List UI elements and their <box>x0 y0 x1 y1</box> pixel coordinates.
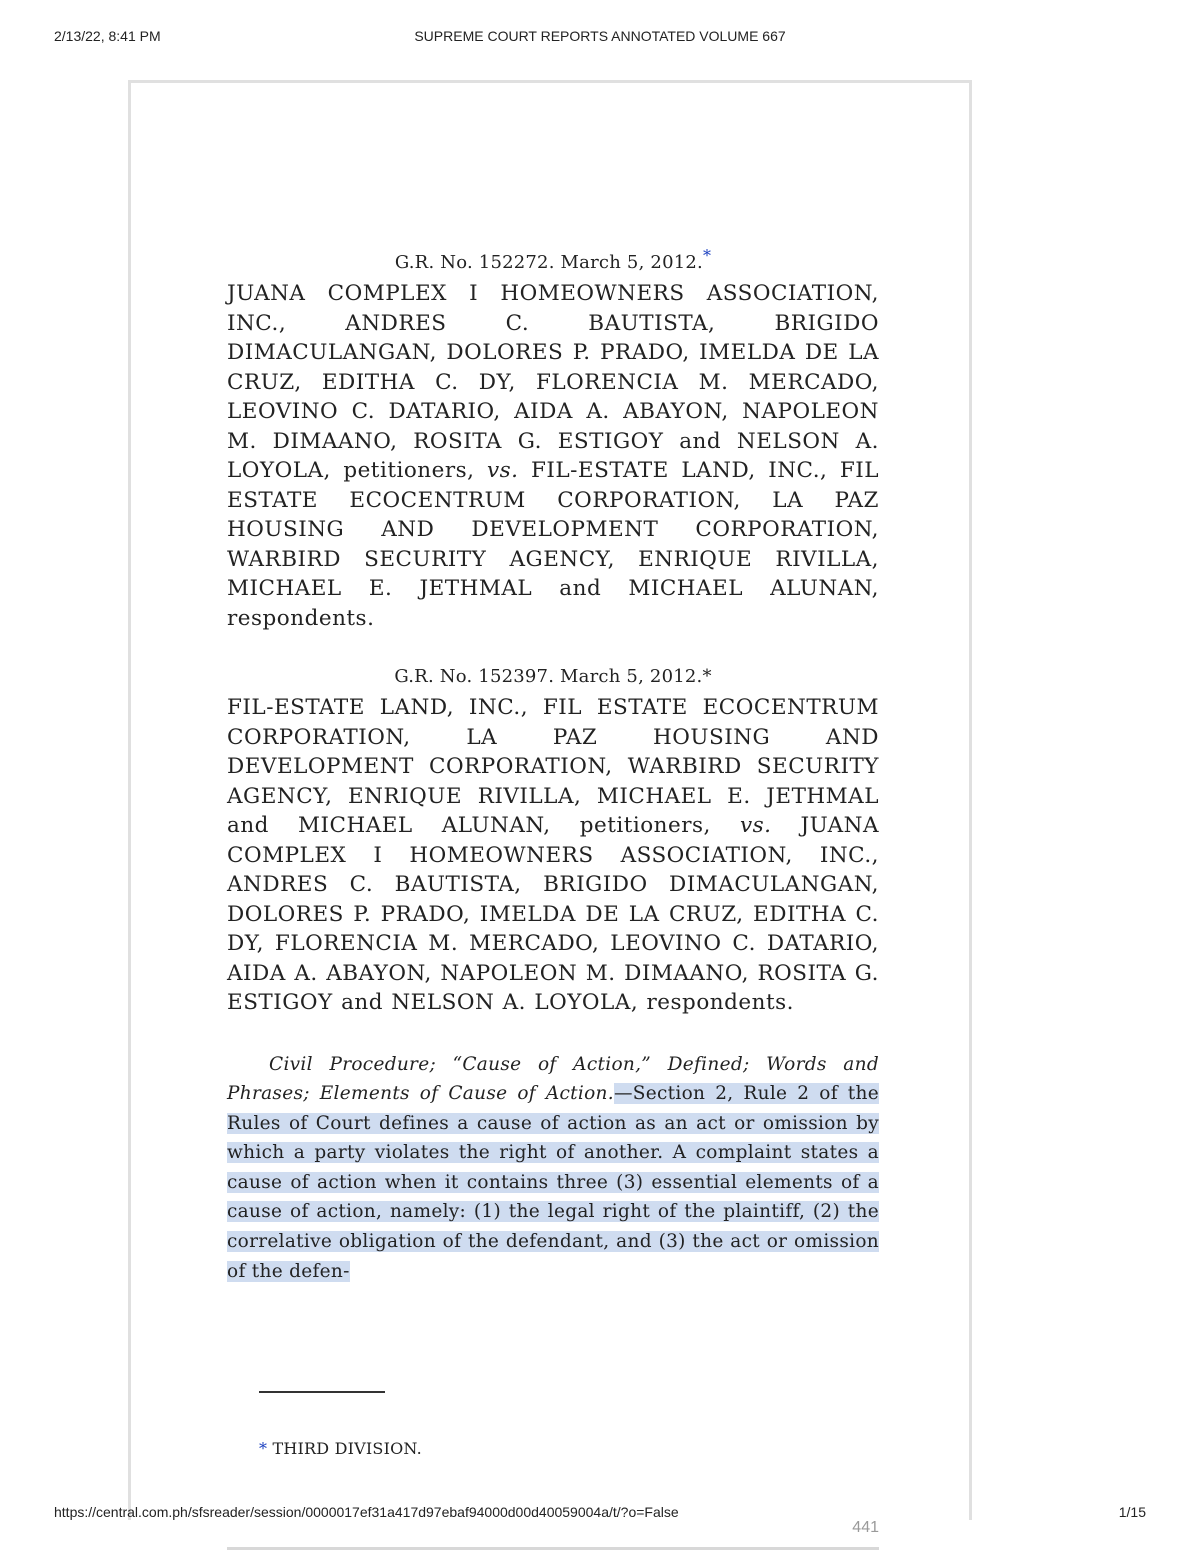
print-document-title: SUPREME COURT REPORTS ANNOTATED VOLUME 667 <box>414 28 786 44</box>
case-parties-152397 <box>227 693 879 1018</box>
case-header-152397 <box>227 665 879 689</box>
highlighted-syllabus-text[interactable]: —Section 2, Rule 2 of the Rules of Court defines a cause of action as an act or omission by which a party violates the right of another. A complaint states a cause of action when it contains three (3) essential elements of a cause of action, namely: (1) the legal right of the plaintiff, (2) the correlative obligation of the defendant, and (3) the act or omission of the defen- <box>227 1083 879 1282</box>
case-header-152272 <box>227 246 879 275</box>
respondents-text: FIL-ESTATE LAND, INC., FIL ESTATE ECOCENTRUM CORPORATION, LA PAZ HOUSING AND DEVELOPMENT CORPORATION, WARBIRD SECURITY AGENCY, ENRIQUE RIVILLA, MICHAEL E. JETHMAL and MICHAEL ALUNAN, respondents. <box>227 458 880 631</box>
print-url: https://central.com.ph/sfsreader/session/0000017ef31a417d97ebaf94000d00d40059004a/t/?o=False <box>54 1504 679 1520</box>
print-footer <box>0 1504 1200 1528</box>
print-header <box>0 28 1200 52</box>
versus-text: vs. <box>739 813 772 838</box>
syllabus-paragraph[interactable] <box>227 1050 879 1287</box>
footnote-divider <box>259 1391 385 1393</box>
case-number-date: G.R. No. 152272. March 5, 2012. <box>394 252 703 273</box>
footnote-link[interactable]: * <box>702 246 712 265</box>
print-page-count: 1/15 <box>1118 1504 1146 1520</box>
case-number-date: G.R. No. 152397. March 5, 2012.* <box>394 666 712 687</box>
spacer <box>227 1018 879 1050</box>
syllabus-topics: Civil Procedure; “Cause of Action,” Defined; Words and Phrases; Elements of Cause of Action. <box>227 1053 879 1105</box>
case-parties-152272 <box>227 279 879 633</box>
footnote-marker[interactable]: * <box>259 1439 268 1458</box>
footnote <box>259 1439 422 1458</box>
respondents-text: JUANA COMPLEX I HOMEOWNERS ASSOCIATION, INC., ANDRES C. BAUTISTA, BRIGIDO DIMACULANGAN, DOLORES P. PRADO, IMELDA DE LA CRUZ, EDITHA C. DY, FLORENCIA M. MERCADO, LEOVINO C. DATARIO, AIDA A. ABAYON, NAPOLEON M. DIMAANO, ROSITA G. ESTIGOY and NELSON A. LOYOLA, respondents. <box>227 813 879 1015</box>
page-number: 441 <box>852 1519 879 1536</box>
spacer <box>227 633 879 665</box>
versus-text: vs. <box>486 458 519 483</box>
petitioners-text: JUANA COMPLEX I HOMEOWNERS ASSOCIATION, INC., ANDRES C. BAUTISTA, BRIGIDO DIMACULANGAN, DOLORES P. PRADO, IMELDA DE LA CRUZ, EDITHA C. DY, FLORENCIA M. MERCADO, LEOVINO C. DATARIO, AIDA A. ABAYON, NAPOLEON M. DIMAANO, ROSITA G. ESTIGOY and NELSON A. LOYOLA, petitioners, <box>227 281 879 483</box>
footnote-text: THIRD DIVISION. <box>267 1439 422 1458</box>
petitioners-text: FIL-ESTATE LAND, INC., FIL ESTATE ECOCENTRUM CORPORATION, LA PAZ HOUSING AND DEVELOPMENT CORPORATION, WARBIRD SECURITY AGENCY, ENRIQUE RIVILLA, MICHAEL E. JETHMAL and MICHAEL ALUNAN, petitioners, <box>227 695 879 838</box>
document-page <box>128 80 972 1536</box>
print-timestamp: 2/13/22, 8:41 PM <box>54 28 161 44</box>
page-bottom-divider <box>227 1547 879 1550</box>
